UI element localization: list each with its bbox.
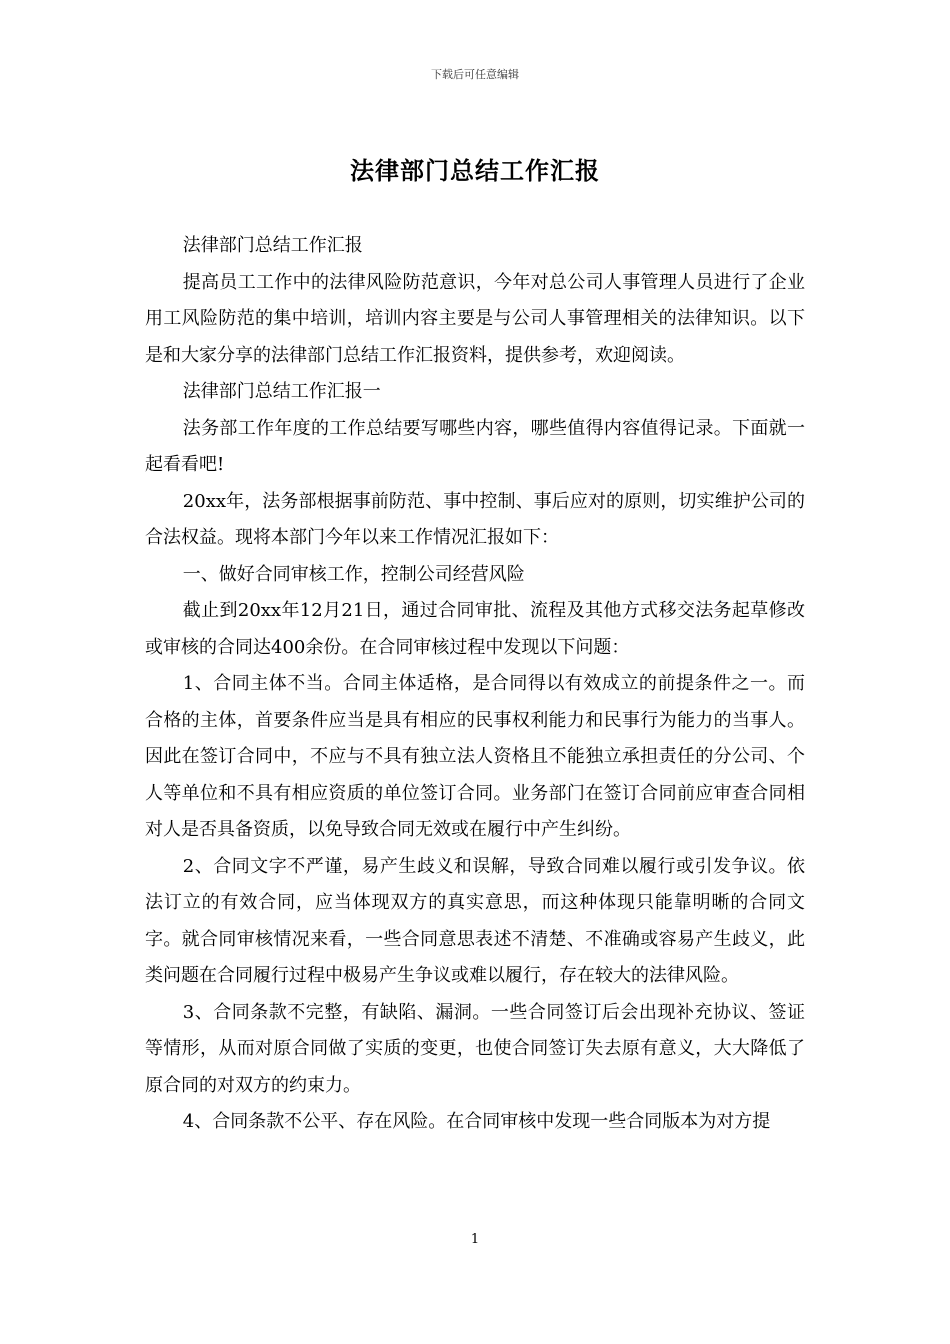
paragraph: 法律部门总结工作汇报一 — [182, 381, 381, 402]
document-title: 法律部门总结工作汇报 — [350, 156, 600, 185]
paragraph: 法务部工作年度的工作总结要写哪些内容，哪些值得内容值得记录。下面就一起看看吧! — [145, 417, 805, 475]
paragraph: 20xx年，法务部根据事前防范、事中控制、事后应对的原则，切实维护公司的合法权益。现将本部门今年以来工作情况汇报如下： — [145, 490, 805, 548]
paragraph: 4、合同条款不公平、存在风险。在合同审核中发现一些合同版本为对方提 — [182, 1111, 771, 1132]
header-note: 下载后可任意编辑 — [431, 68, 519, 81]
paragraph: 2、合同文字不严谨，易产生歧义和误解，导致合同难以履行或引发争议。依法订立的有效合同，应当体现双方的真实意思，而这种体现只能靠明晰的合同文字。就合同审核情况来看，一些合同意思表述不清楚、不准确或容易产生歧义，此类问题在合同履行过程中极易产生争议或难以履行，存在较大的法律风险。 — [145, 855, 805, 986]
paragraph: 截止到20xx年12月21日，通过合同审批、流程及其他方式移交法务起草修改或审核的合同达400余份。在合同审核过程中发现以下问题： — [145, 600, 805, 658]
paragraph: 1、合同主体不当。合同主体适格，是合同得以有效成立的前提条件之一。而合格的主体，首要条件应当是具有相应的民事权利能力和民事行为能力的当事人。因此在签订合同中，不应与不具有独立法人资格且不能独立承担责任的分公司、个人等单位和不具有相应资质的单位签订合同。业务部门在签订合同前应审查合同相对人是否具备资质，以免导致合同无效或在履行中产生纠纷。 — [145, 673, 805, 840]
page-number: 1 — [470, 1232, 480, 1247]
paragraph: 一、做好合同审核工作，控制公司经营风险 — [182, 563, 525, 585]
paragraph: 3、合同条款不完整，有缺陷、漏洞。一些合同签订后会出现补充协议、签证等情形，从而对原合同做了实质的变更，也使合同签订失去原有意义，大大降低了原合同的对双方的约束力。 — [145, 1001, 805, 1096]
paragraph: 提高员工工作中的法律风险防范意识，今年对总公司人事管理人员进行了企业用工风险防范的集中培训，培训内容主要是与公司人事管理相关的法律知识。以下是和大家分享的法律部门总结工作汇报资料，提供参考，欢迎阅读。 — [145, 271, 805, 366]
paragraph: 法律部门总结工作汇报 — [182, 235, 363, 256]
document-body — [145, 228, 805, 1141]
